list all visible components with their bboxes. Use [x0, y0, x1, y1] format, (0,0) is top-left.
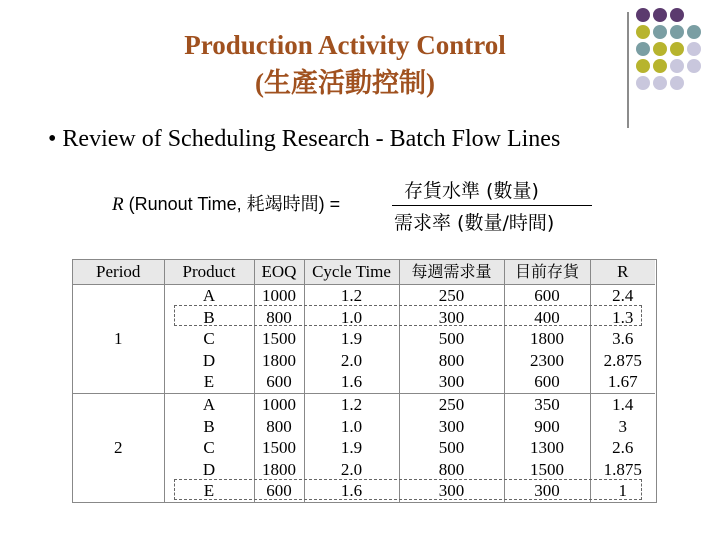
- highlight-p1-row-b: [174, 305, 642, 326]
- cycle-time-cell: 1.0: [304, 416, 399, 438]
- cycle-time-cell: 1.6: [304, 480, 399, 502]
- cycle-time-cell: 1.9: [304, 328, 399, 350]
- eoq-cell: 1800: [254, 459, 304, 481]
- weekly-demand-cell: 800: [399, 350, 504, 372]
- cycle-time-cell: 1.2: [304, 285, 399, 307]
- r-cell: 1: [590, 480, 655, 502]
- formula-numerator: 存貨水準 (數量): [404, 180, 539, 202]
- highlight-p2-row-e: [174, 479, 642, 500]
- header-product: Product: [164, 260, 254, 285]
- current-inventory-cell: 1800: [504, 328, 590, 350]
- slide-title: [0, 26, 690, 102]
- product-cell: B: [164, 307, 254, 329]
- header-current-inventory: 目前存貨: [504, 260, 590, 285]
- eoq-cell: 600: [254, 480, 304, 502]
- current-inventory-cell: 350: [504, 393, 590, 415]
- product-cell: D: [164, 459, 254, 481]
- weekly-demand-cell: 800: [399, 459, 504, 481]
- weekly-demand-cell: 300: [399, 371, 504, 393]
- current-inventory-cell: 900: [504, 416, 590, 438]
- header-weekly-demand: 每週需求量: [399, 260, 504, 285]
- eoq-cell: 1000: [254, 393, 304, 415]
- weekly-demand-cell: 500: [399, 328, 504, 350]
- eoq-cell: 800: [254, 307, 304, 329]
- cycle-time-cell: 2.0: [304, 350, 399, 372]
- header-cycle-time: Cycle Time: [304, 260, 399, 285]
- cycle-time-cell: 1.0: [304, 307, 399, 329]
- product-cell: C: [164, 328, 254, 350]
- r-cell: 1.4: [612, 394, 634, 414]
- eoq-cell: 1800: [254, 350, 304, 372]
- current-inventory-cell: 300: [504, 480, 590, 502]
- period-cell: 1: [73, 285, 164, 394]
- table-row: [73, 393, 655, 415]
- weekly-demand-cell: 300: [399, 480, 504, 502]
- cycle-time-cell: 1.6: [304, 371, 399, 393]
- cycle-time-cell: 1.9: [304, 437, 399, 459]
- eoq-cell: 600: [254, 371, 304, 393]
- product-cell: D: [164, 350, 254, 372]
- product-cell: A: [164, 285, 254, 307]
- current-inventory-cell: 400: [504, 307, 590, 329]
- weekly-demand-cell: 250: [399, 393, 504, 415]
- schedule-table: [73, 260, 655, 503]
- table-row: [73, 285, 655, 307]
- header-period: Period: [73, 260, 164, 285]
- weekly-demand-cell: 500: [399, 437, 504, 459]
- weekly-demand-cell: 250: [399, 285, 504, 307]
- eoq-cell: 1500: [254, 328, 304, 350]
- decor-dot: [636, 8, 650, 22]
- product-cell: E: [164, 371, 254, 393]
- product-cell: C: [164, 437, 254, 459]
- weekly-demand-cell: 300: [399, 416, 504, 438]
- header-eoq: EOQ: [254, 260, 304, 285]
- r-cell: 3.6: [612, 329, 634, 349]
- formula-fraction-bar: [392, 205, 592, 206]
- current-inventory-cell: 600: [504, 285, 590, 307]
- bullet-point: • Review of Scheduling Research - Batch Flow Lines: [48, 126, 561, 152]
- r-cell: 2.875: [603, 350, 642, 370]
- weekly-demand-cell: 300: [399, 307, 504, 329]
- formula-lhs-text: (Runout Time, 耗竭時間) =: [123, 194, 341, 214]
- product-cell: A: [164, 393, 254, 415]
- cycle-time-cell: 1.2: [304, 393, 399, 415]
- product-cell: B: [164, 416, 254, 438]
- eoq-cell: 1500: [254, 437, 304, 459]
- formula-denominator: 需求率 (數量/時間): [394, 212, 555, 234]
- current-inventory-cell: 600: [504, 371, 590, 393]
- r-cell: 1.67: [590, 371, 655, 393]
- decor-dot: [670, 8, 684, 22]
- runout-formula: [112, 176, 602, 238]
- product-cell: E: [164, 480, 254, 502]
- formula-lhs: [112, 190, 340, 216]
- r-cell: 2.6: [612, 438, 634, 458]
- current-inventory-cell: 1500: [504, 459, 590, 481]
- table-header-row: [73, 260, 655, 285]
- eoq-cell: 800: [254, 416, 304, 438]
- r-cell: 1.875: [603, 459, 642, 479]
- current-inventory-cell: 1300: [504, 437, 590, 459]
- eoq-cell: 1000: [254, 285, 304, 307]
- r-cell: 1.3: [612, 307, 634, 327]
- cycle-time-cell: 2.0: [304, 459, 399, 481]
- header-r: R: [590, 260, 655, 285]
- formula-symbol: R: [112, 194, 124, 215]
- slide-title-line1: Production Activity Control: [184, 30, 506, 60]
- slide-title-line2: (生產活動控制): [255, 68, 435, 98]
- decor-dot: [653, 8, 667, 22]
- period-cell: 2: [73, 393, 164, 502]
- r-cell: 3: [618, 416, 627, 436]
- current-inventory-cell: 2300: [504, 350, 590, 372]
- r-cell: 2.4: [612, 286, 634, 305]
